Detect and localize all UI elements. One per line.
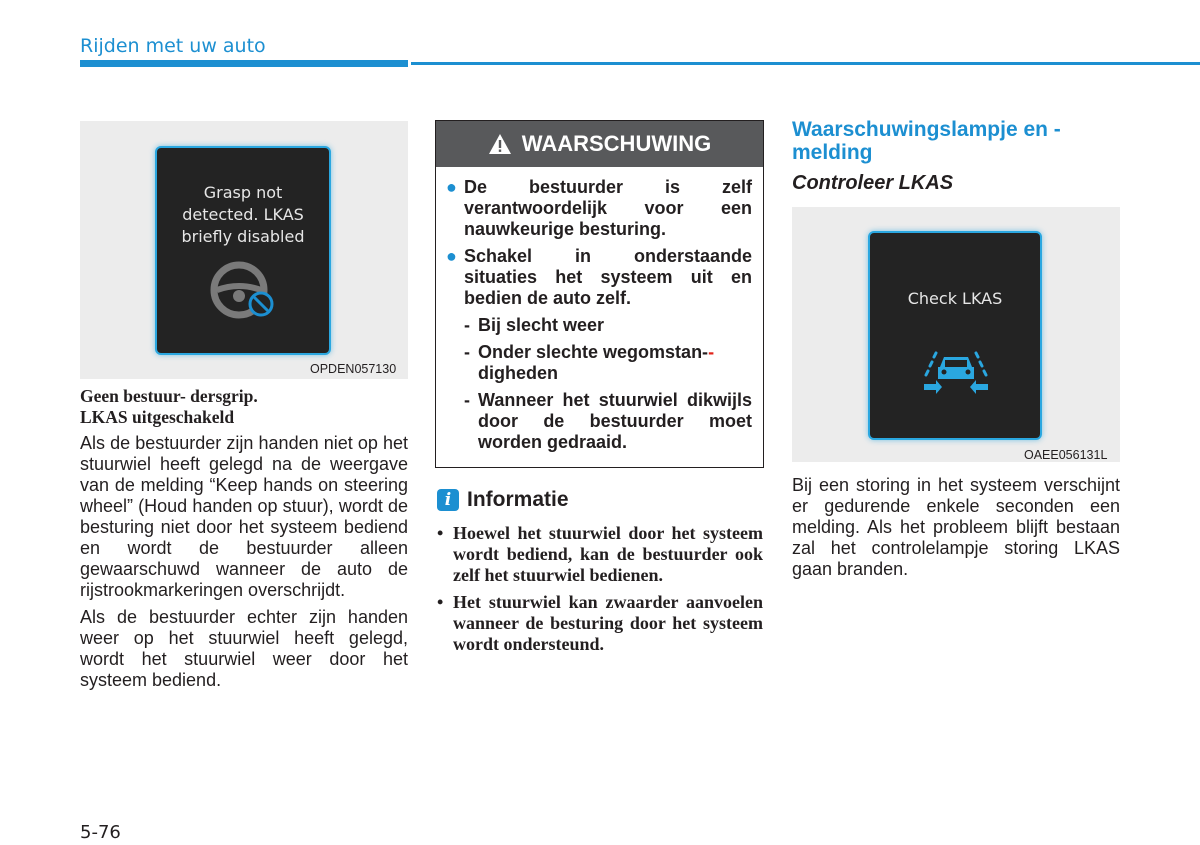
- left-paragraph-1: Als de bestuurder zijn handen niet op het stuurwiel heeft gelegd na de weergave van de melding “Keep hands on steering wheel” (Houd handen op stuur), wordt de besturing niet door het systeem bediend en wordt de bestuurder alleen gewaarschuwd wanneer de auto de rijstrookmarkeringen overschrijdt.: [80, 433, 408, 600]
- list-item: [446, 246, 752, 309]
- warning-bullet-2: Schakel in onderstaande situaties het systeem uit en bedien de auto zelf.: [464, 246, 752, 308]
- info-title: Informatie: [467, 488, 569, 511]
- warning-sub-2-cont: digheden: [478, 363, 558, 383]
- warning-sub-1: Bij slecht weer: [478, 315, 605, 335]
- section-title: Waarschuwingslampje en -melding: [792, 118, 1061, 164]
- info-bullet-2: Het stuurwiel kan zwaarder aanvoelen wanneer de besturing door het systeem wordt ondersteund.: [453, 592, 763, 654]
- warning-header: [436, 121, 763, 167]
- list-item: • Hoewel het stuurwiel door het systeem wordt bediend, kan de bestuurder ook zelf het stuurwiel bedienen.: [437, 523, 763, 585]
- header-rule-thin: [411, 62, 1200, 65]
- cluster-screen: [868, 231, 1042, 440]
- steering-wheel-prohibited-icon: [209, 260, 281, 324]
- figure2-code: OAEE056131L: [1024, 448, 1108, 462]
- figure1-caption: [80, 386, 408, 428]
- warning-bullet-1: De bestuurder is zelf verantwoordelijk voor een nauwkeurige besturing.: [464, 177, 752, 239]
- warning-list: [446, 177, 752, 459]
- warning-sub-2: Onder slechte wegomstan-: [478, 342, 709, 362]
- screen-line-3: briefly disabled: [181, 227, 305, 246]
- list-item-cont: [446, 363, 752, 384]
- right-body: [792, 475, 1120, 586]
- screen-line-1: Grasp not: [203, 183, 283, 202]
- list-item: - Wanneer het stuurwiel dikwijls door de bestuurder moet worden gedraaid.: [464, 390, 752, 452]
- list-item: [446, 177, 752, 240]
- warning-triangle-icon: [488, 133, 512, 155]
- section-subtitle: Controleer LKAS: [792, 172, 954, 194]
- right-paragraph: Bij een storing in het systeem verschijnt er gedurende enkele seconden een melding. Als het probleem blijft bestaan zal het controlelampje storing LKAS gaan branden.: [792, 475, 1120, 579]
- figure-grasp-not-detected: [80, 121, 408, 379]
- info-header: [437, 488, 569, 512]
- caption-line-2: LKAS uitgeschakeld: [80, 407, 235, 427]
- screen-text-check-lkas: Check LKAS: [907, 289, 1003, 308]
- list-item: - Bij slecht weer: [446, 315, 752, 336]
- info-bullet-1: Hoewel het stuurwiel door het systeem wordt bediend, kan de bestuurder ook zelf het stuurwiel bedienen.: [453, 523, 763, 585]
- warning-sub-3: Wanneer het stuurwiel dikwijls door de bestuurder moet worden gedraaid.: [478, 390, 752, 452]
- left-body: [80, 433, 408, 697]
- bullet-dot: ●: [446, 246, 457, 266]
- left-paragraph-2: Als de bestuurder echter zijn handen weer op het stuurwiel heeft gelegd, wordt het stuurwiel weer door het systeem bediend.: [80, 607, 408, 690]
- caption-line-1: Geen bestuur- dersgrip.: [80, 386, 258, 406]
- screen-line-2: detected. LKAS: [182, 205, 304, 224]
- lane-keeping-car-icon: [922, 351, 990, 395]
- figure-check-lkas: [792, 207, 1120, 462]
- list-item: - Onder slechte wegomstan--: [464, 342, 715, 362]
- info-list: [437, 523, 763, 661]
- info-icon: i: [437, 489, 459, 511]
- list-item: • Het stuurwiel kan zwaarder aanvoelen wanneer de besturing door het systeem wordt ondersteund.: [437, 592, 763, 654]
- page-number: 5-76: [80, 822, 121, 843]
- header-title: Rijden met uw auto: [80, 35, 266, 57]
- cluster-screen: [155, 146, 331, 355]
- warning-title: WAARSCHUWING: [521, 131, 712, 156]
- figure1-code: OPDEN057130: [310, 362, 397, 376]
- header-rule-thick: [80, 60, 408, 67]
- red-hyphen: -: [708, 342, 715, 362]
- bullet-dot: ●: [446, 177, 457, 197]
- warning-box: [435, 120, 764, 468]
